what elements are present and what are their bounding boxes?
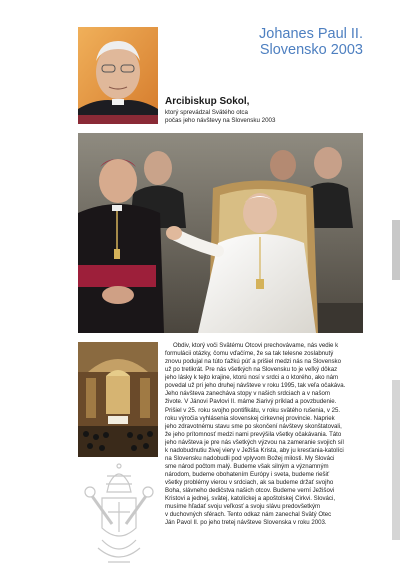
body-line: znovu podujal na túto ťažkú púť a prišiel medzi nás na Slovensko [165,358,341,366]
body-line: Jeho návšteva zanecháva stopy v našich srdciach a v našom [165,390,330,398]
page-title [205,26,363,58]
caption-name: Arcibiskup Sokol, [165,96,250,107]
body-line: že jeho prítomnosť medzi nami prevýšila všetky očakávania. Táto [165,430,342,438]
caption-line-2: počas jeho návštevy na Slovensku 2003 [165,116,276,124]
body-line: musíme hľadať svoju veľkosť a svoju slávu predovšetkým [165,503,321,511]
body-line: Kristovi a jednej, svätej, katolíckej a apoštolskej Cirkvi. Slováci, [165,495,336,503]
body-line: Prišiel v 25. roku svojho pontifikátu, v roku svätého rušenia, v 25. [165,406,341,414]
body-line: v duchovných sférach. Tento odkaz nám zanechal Svätý Otec [165,511,332,519]
caption-text [165,109,305,124]
body-line: jeho lásky k tejto krajine, ktorú nosí v srdci a o ktorého, ako nám [165,374,339,382]
pope-main-photo [78,133,363,333]
body-line: Obdiv, ktorý voči Svätému Otcovi prechovávame, nás vedie k [173,342,339,349]
body-line: povedal už pri jeho druhej návšteve v roku 1995, tak veľa očakáva. [165,382,346,390]
edge-tab-lower [392,380,400,540]
body-line: jeho zdravotnému stavu sme po skončení návštevy skonštatovali, [165,422,342,430]
body-line: národom, budeme obohatením Európy i sveta, budeme riešiť [165,471,330,478]
body-line: sme národ počtom malý. Budeme však silným a významným [165,462,329,470]
body-line: všetky problémy vierou v srdciach, ak sa budeme držať svojho [165,479,334,487]
body-line: už po tretikrát. Pre nás všetkých na Slovensku to je veľký dôkaz [165,366,338,374]
body-line: živote. V Jánovi Pavlovi II. máme žiarivý príklad a povzbudenie. [165,398,337,406]
body-line: k nadobudnutiu živej viery v Ježiša Krista, aby ju kresťania-katolíci [165,446,344,454]
body-line: jeho návšteva je pre nás všetkých výzvou na zameranie svojich síl [165,438,344,446]
edge-tab-upper [392,220,400,280]
title-line-1: Johanes Paul II. [259,26,363,42]
body-line: na Slovensku nadobudli pod vplyvom Božej milosti. My Slováci [165,454,335,462]
body-line: roku výročia vyhlásenia slovenskej cirkevnej provincie. Napriek [165,414,335,422]
body-line: formulácii otázky, čomu vďačíme, že sa tak telesne zoslabnutý [165,350,334,358]
church-interior-photo [78,342,158,457]
title-line-2: Slovensko 2003 [259,42,363,58]
caption-line-1: ktorý sprevádzal Svätého otca [165,109,248,116]
body-line: Ján Pavol II. po jeho tretej návšteve Slovenska v roku 2003. [165,519,327,527]
archbishop-portrait-photo [78,27,158,124]
article-body [165,342,363,527]
papal-coat-of-arms [78,462,160,574]
body-line: Boha, slávneho dedičstva našich otcov. Budeme verní Ježišovi [165,487,335,495]
